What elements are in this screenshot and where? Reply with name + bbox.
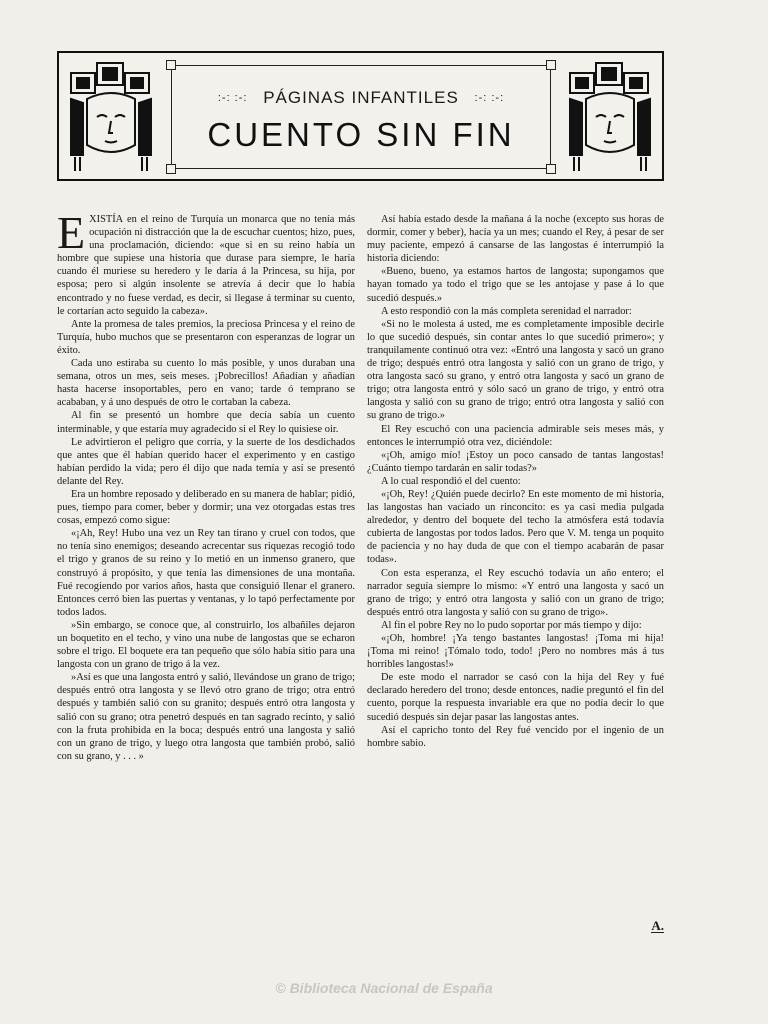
header-frame xyxy=(57,51,664,181)
paragraph: «Bueno, bueno, ya estamos hartos de langosta; supongamos que hayan tomado ya todo el trigo que se les antojase y pase á lo que sucedió después.» xyxy=(367,266,664,304)
kicker-ornament-left: :-: :-: xyxy=(217,92,248,104)
paragraph: De este modo el narrador se casó con la hija del Rey y fué declarado heredero del trono; desde entonces, nadie preguntó el fin del cuento, porque la respuesta invariable era que no podía decir lo que sucedió después sin dejar pasar las langostas antes. xyxy=(367,672,664,723)
paragraph: Así el capricho tonto del Rey fué vencido por el ingenio de un hombre sabio. xyxy=(367,724,664,749)
right-column xyxy=(367,213,664,750)
left-column xyxy=(57,207,355,763)
paragraph: »Así es que una langosta entró y salió, llevándose un grano de trigo; después entró otra langosta y se llevó otro grano de trigo; otra entró después y también salió con su granito; después entró otra langosta y salió con su grano; otra penetró después en tan sagrado recinto, y salió con la fruta prohibida en la boca; después entró una langosta y salió con un grano de trigo, y luego otra langosta que también probó, salió con su grano, y . . . » xyxy=(57,672,355,762)
paragraph: Así había estado desde la mañana á la noche (excepto sus horas de dormir, comer y beber), hacía ya un mes; cuando el Rey, á pesar de ser muy paciente, empezó á cansarse de las langostas é interrumpió la historia diciendo: xyxy=(367,214,664,265)
drop-cap: E xyxy=(57,207,86,258)
paragraph: »Sin embargo, se conoce que, al construirlo, los albañiles dejaron un boquetito en el techo, y vino una nube de langostas que se echaron sobre el trigo. El boquete era tan pequeño que sólo había sitio para una langosta con un grano de trigo á la vez. xyxy=(57,619,355,671)
face-ornament-icon xyxy=(562,59,658,175)
paragraph: A lo cual respondió el del cuento: xyxy=(381,475,521,487)
page-title: CUENTO SIN FIN xyxy=(207,116,515,153)
paragraph: «¡Oh, amigo mío! ¡Estoy un poco cansado de tantas langostas! ¿Cuánto tiempo tardarán en salir todas?» xyxy=(367,449,664,474)
author-signature: A. xyxy=(651,918,664,933)
kicker-ornament-right: :-: :-: xyxy=(474,92,505,104)
paragraph: Era un hombre reposado y deliberado en su manera de hablar; pidió, pues, tiempo para comer, beber y dormir; una vez otorgadas estas tres cosas, empezó como sigue: xyxy=(57,488,355,527)
paragraph: «Si no le molesta á usted, me es completamente imposible decirle lo que sucedió después, sin contar antes lo que sucedió primero»; y tranquilamente continuó otra vez: «Entró una langosta y sacó un grano de trigo; después entró otra langosta y salió con un grano de trigo, y otra langosta sacó su grano, y entró otra langosta y sacó un grano de trigo; otra langosta entró y sólo sacó un grano de trigo, y entró otra langosta y salió con su grano de trigo; entró otra langosta y salió con su grano de trigo.» xyxy=(367,318,664,422)
paragraph: Ante la promesa de tales premios, la preciosa Princesa y el reino de Turquía, hubo muchos que se presentaron con esperanzas de lograr un éxito. xyxy=(57,318,355,356)
paragraph: «¡Ah, Rey! Hubo una vez un Rey tan tirano y cruel con todos, que no tenía sino enemigos; deseando acrecentar sus riquezas recogió todo el trigo y granos de su reino y lo metió en un inmenso granero, que construyó á propósito, y que tenía las dimensiones de una montaña. Fué recogiendo por varios años, hasta que consiguió llenar el granero. Entonces cerró bien las puertas y ventanas, y lo tapó perfectamente por todos lados. xyxy=(57,528,355,618)
paragraph: Con esta esperanza, el Rey escuchó todavía un año entero; el narrador seguía siempre lo mismo: «Y entró una langosta y sacó un grano de trigo; y entró otra langosta y salió con un grano de trigo; después entró otra langosta y salió con su grano de trigo». xyxy=(367,567,664,618)
paragraph: A esto respondió con la más completa serenidad el narrador: xyxy=(381,305,632,317)
paragraph: Cada uno estiraba su cuento lo más posible, y unos duraban una semana, otros un mes, seis meses. ¡Pobrecillos! Añadían y añadían hasta hacerse insoportables, pero en vano; tarde ó temprano se acababan, y á uno después de otro le cortaban la cabeza. xyxy=(57,358,355,409)
article-body xyxy=(57,207,664,933)
paragraph: Le advirtieron el peligro que corría, y la suerte de los desdichados que antes que él habían querido hacer el experimento y en castigo habían perdido la vida; pero él dijo que nada temía y así se presentó delante del Rey. xyxy=(57,436,355,487)
paragraph: EXISTÍA en el reino de Turquía un monarca que no tenía más ocupación ni distracción que la de escuchar cuentos; hizo, pues, una proclamación, diciendo: «que si en su reino había un hombre que supiese una historia que durase para siempre, le haría cuando él muriese su heredero y le daría á la Princesa, su hija, por esposa; pero si algún insolente se atrevía á decir que lo había encontrado y no fuese verdad, es decir, si llegase á terminar su cuento, le cortarían acto seguido la cabeza». xyxy=(57,207,355,317)
section-kicker xyxy=(172,88,550,108)
section-label: PÁGINAS INFANTILES xyxy=(263,88,459,107)
lead-word: XISTÍA xyxy=(89,214,124,225)
paragraph: El Rey escuchó con una paciencia admirable seis meses más, y entonces le interrumpió otra vez, diciéndole: xyxy=(367,423,664,448)
paragraph: Al fin se presentó un hombre que decía sabía un cuento interminable, y que estaría muy agradecido si el Rey lo quisiese oir. xyxy=(57,410,355,435)
face-ornament-icon xyxy=(63,59,159,175)
paragraph: «¡Oh, Rey! ¿Quién puede decirlo? En este momento de mi historia, las langostas han vaciado un rinconcito: es ya casi media pulgada alrededor, y dentro del boquete del techo la atmósfera está todavía cubierta de langostas por todos lados. Pero que V. M. tenga un poquito de paciencia y no hay duda de que con el tiempo acabarán de pasar todas». xyxy=(367,488,664,566)
title-panel xyxy=(171,65,551,169)
library-watermark: © Biblioteca Nacional de España xyxy=(275,980,493,996)
paragraph: «¡Oh, hombre! ¡Ya tengo bastantes langostas! ¡Toma mi hija! ¡Toma mi reino! ¡Tómalo todo, todo! ¡Pero no nombres más á tus horribles langostas!» xyxy=(367,633,664,671)
paragraph: Al fin el pobre Rey no lo pudo soportar por más tiempo y dijo: xyxy=(381,619,642,631)
